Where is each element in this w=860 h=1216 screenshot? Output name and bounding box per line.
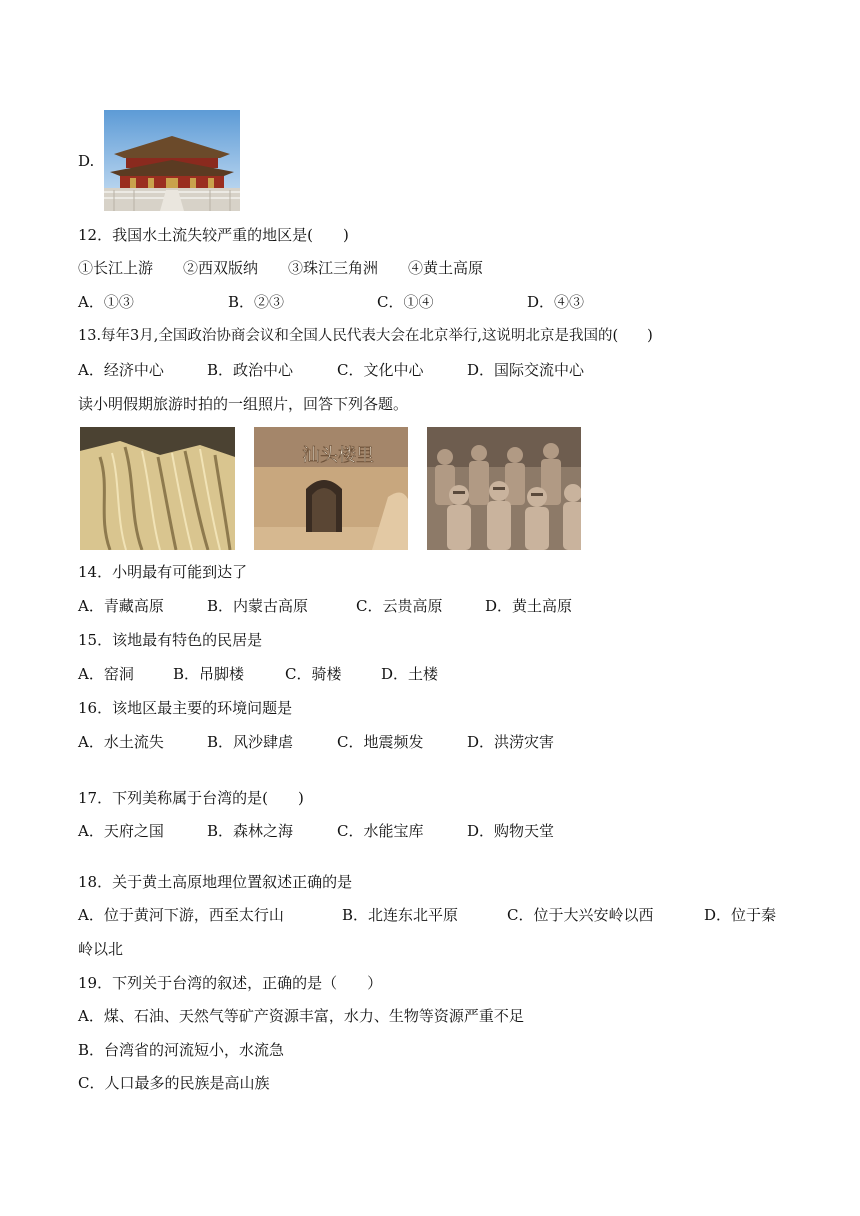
q12-option-c: C．①④ [377,293,434,311]
q16-option-a: A．水土流失 [78,733,164,751]
q16-option-b: B．风沙肆虐 [207,733,294,751]
q15-option-d: D．土楼 [381,665,439,683]
q17-option-a: A．天府之国 [78,822,164,840]
q18-option-d: D．位于秦 [704,906,777,924]
q18-option-a: A．位于黄河下游，西至太行山 [78,906,284,924]
q15-option-c: C．骑楼 [285,665,342,683]
palace-photo [104,110,240,211]
cave-photo-text: 汕头楼里 [302,445,374,466]
q14-option-a: A．青藏高原 [78,597,164,615]
q16-option-d: D．洪涝灾害 [467,733,555,751]
q16-stem: 16．该地区最主要的环境问题是 [78,699,293,717]
loess-plateau-photo [80,427,235,550]
q17-option-c: C．水能宝库 [337,822,424,840]
q15-option-b: B．吊脚楼 [173,665,245,683]
q14-stem: 14．小明最有可能到达了 [78,563,248,581]
q14-option-b: B．内蒙古高原 [207,597,309,615]
q14-option-c: C．云贵高原 [356,597,443,615]
q13-option-b: B．政治中心 [207,361,294,379]
q15-option-a: A．窑洞 [78,665,134,683]
intro-14-16: 读小明假期旅游时拍的一组照片，回答下列各题。 [78,395,409,413]
q18-stem: 18．关于黄土高原地理位置叙述正确的是 [78,873,353,891]
q12-option-d: D．④③ [527,293,585,311]
q15-stem: 15．该地最有特色的民居是 [78,631,263,649]
q19-stem: 19．下列关于台湾的叙述，正确的是（ ） [78,974,383,992]
q12-option-b: B．②③ [228,293,285,311]
q13-stem: 13.每年3月,全国政治协商会议和全国人民代表大会在北京举行,这说明北京是我国的( ) [78,328,653,344]
q12-option-a: A．①③ [78,293,134,311]
q19-option-b: B．台湾省的河流短小，水流急 [78,1041,285,1059]
q17-option-d: D．购物天堂 [467,822,555,840]
q19-option-a: A．煤、石油、天然气等矿产资源丰富，水力、生物等资源严重不足 [78,1007,524,1025]
cave-dwelling-photo [254,427,408,550]
q12-stem: 12．我国水土流失较严重的地区是( ) [78,226,349,244]
q19-option-c: C．人口最多的民族是高山族 [78,1074,270,1092]
q13-option-c: C．文化中心 [337,361,424,379]
q17-option-b: B．森林之海 [207,822,294,840]
q18-option-d-wrap: 岭以北 [78,940,124,958]
q13-option-d: D．国际交流中心 [467,361,585,379]
q18-option-b: B．北连东北平原 [342,906,459,924]
q16-option-c: C．地震频发 [337,733,424,751]
q12-items: ①长江上游 ②西双版纳 ③珠江三角洲 ④黄土高原 [78,259,484,277]
q11-option-d-label: D. [78,152,95,170]
q14-option-d: D．黄土高原 [485,597,573,615]
q18-option-c: C．位于大兴安岭以西 [507,906,654,924]
terracotta-warriors-photo [427,427,581,550]
q17-stem: 17．下列美称属于台湾的是( ) [78,789,304,807]
q13-option-a: A．经济中心 [78,361,164,379]
